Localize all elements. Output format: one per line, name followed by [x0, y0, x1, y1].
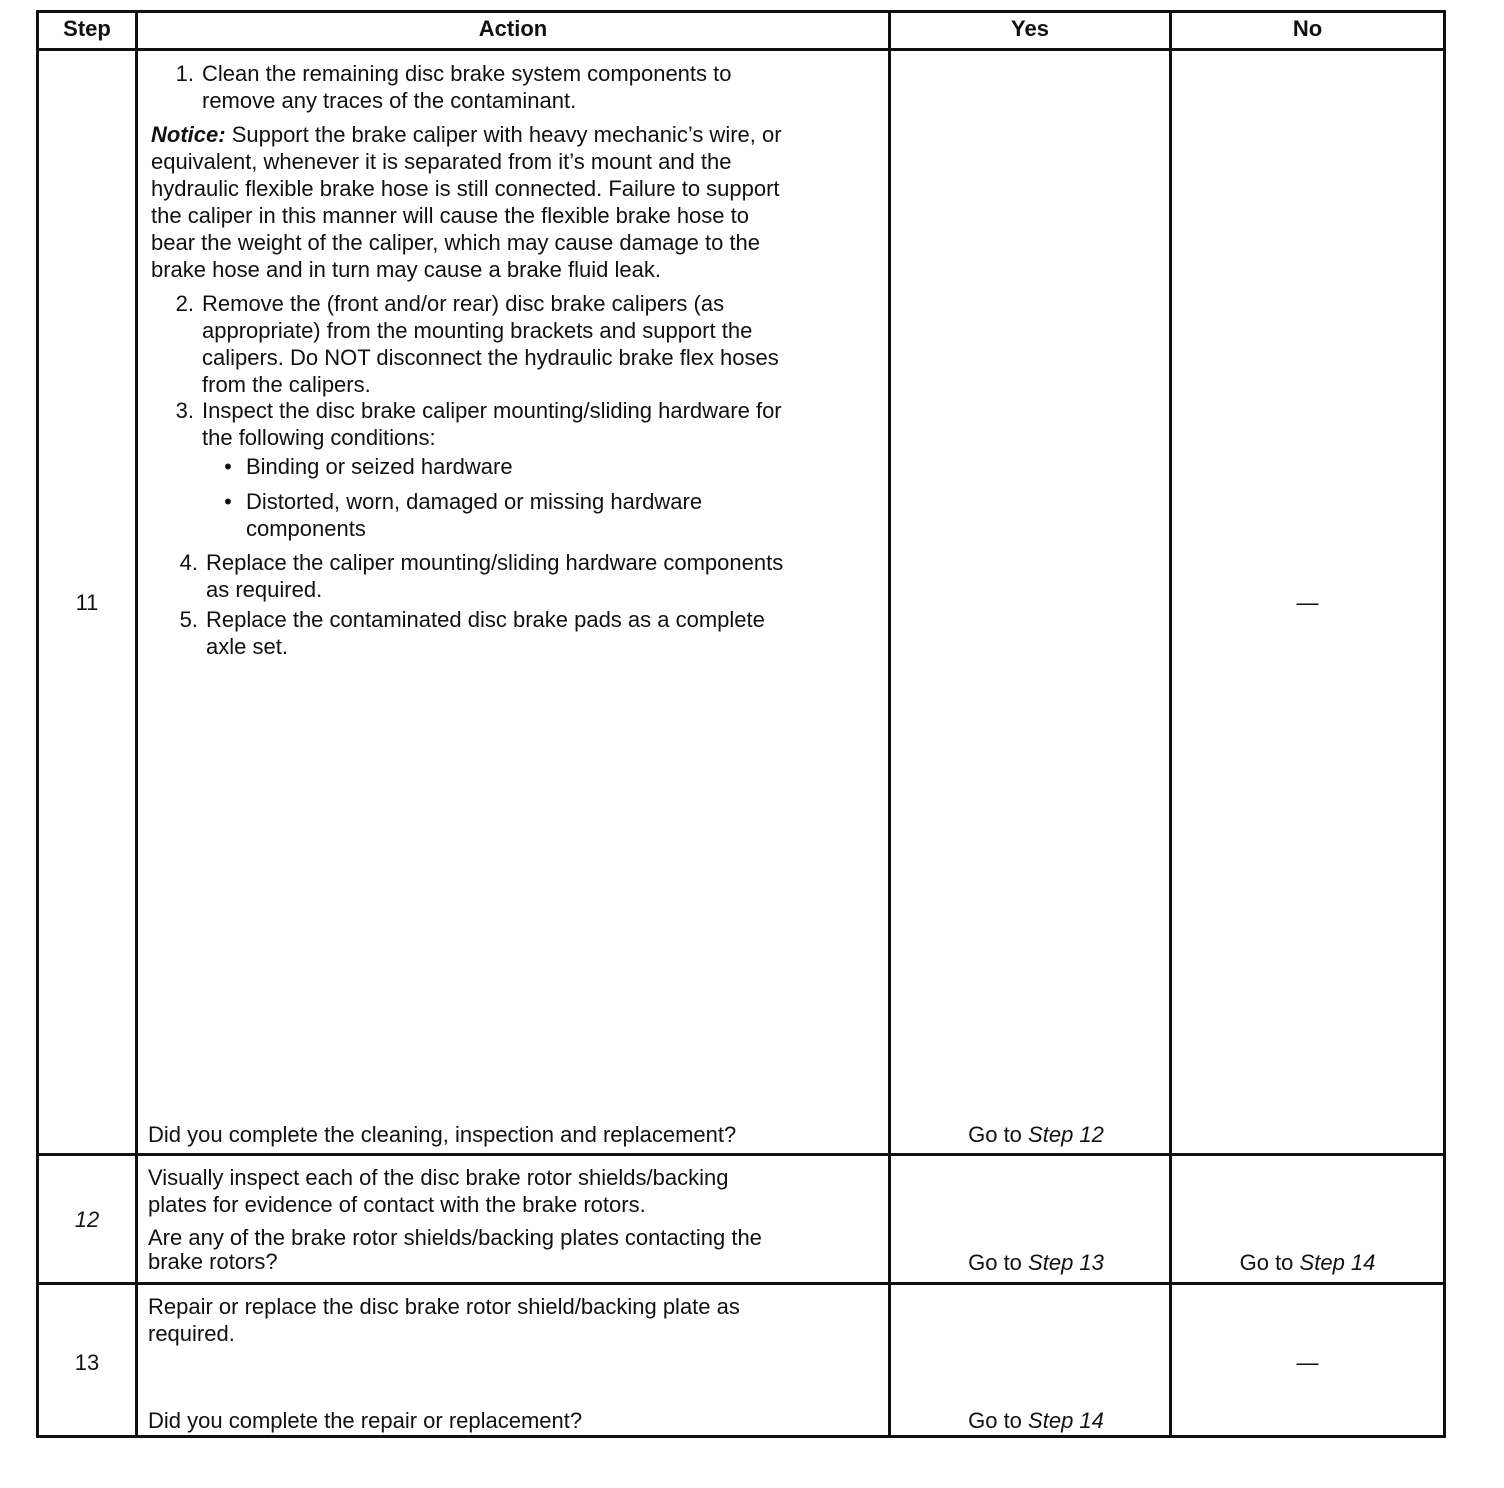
yes-column-divider	[1169, 10, 1172, 1438]
question-row-13: Did you complete the repair or replacement?	[148, 1408, 583, 1433]
action-text-row-13	[148, 1293, 740, 1347]
text-line: Are any of the brake rotor shields/backing plates contacting the	[148, 1225, 762, 1250]
text-line: Visually inspect each of the disc brake rotor shields/backing	[148, 1165, 729, 1190]
text-line: Support the brake caliper with heavy mechanic’s wire, or	[231, 122, 782, 147]
goto-target: Step 12	[1028, 1122, 1104, 1147]
notice-paragraph	[151, 121, 782, 283]
text-line: brake rotors?	[148, 1249, 278, 1274]
text-line: Replace the contaminated disc brake pads as a complete	[206, 607, 765, 632]
goto-prefix: Go to	[968, 1122, 1022, 1147]
step-number-12: 12	[74, 1207, 100, 1232]
action-step-1	[160, 60, 731, 114]
text-line: Inspect the disc brake caliper mounting/sliding hardware for	[202, 398, 782, 423]
action-step-3	[160, 397, 782, 451]
text-line: required.	[148, 1321, 235, 1346]
header-no: No	[1292, 16, 1323, 41]
action-step-2	[160, 290, 779, 398]
no-result-row-13: —	[1296, 1350, 1319, 1375]
text-line: the following conditions:	[202, 425, 436, 450]
bullet-icon: •	[224, 489, 232, 514]
header-action: Action	[478, 16, 548, 41]
list-number: 4.	[179, 550, 198, 575]
step-number-11: 11	[75, 590, 99, 615]
row-11-bottom-border	[36, 1153, 1446, 1156]
text-line: Remove the (front and/or rear) disc brake calipers (as	[202, 291, 725, 316]
yes-result-row-13	[891, 1407, 1181, 1434]
goto-target: Step 14	[1299, 1250, 1376, 1275]
yes-result-row-12	[891, 1249, 1181, 1276]
text-line: remove any traces of the contaminant.	[202, 88, 577, 113]
header-step: Step	[63, 16, 111, 41]
action-step-5	[164, 606, 765, 660]
goto-prefix: Go to	[968, 1250, 1022, 1275]
action-text-row-12	[148, 1164, 728, 1218]
text-line: Clean the remaining disc brake system components to	[202, 61, 732, 86]
goto-target: Step 13	[1028, 1250, 1104, 1275]
list-number: 2.	[175, 291, 194, 316]
text-line: the caliper in this manner will cause the flexible brake hose to	[151, 203, 749, 228]
list-number: 5.	[179, 607, 198, 632]
bullet-item-2	[218, 488, 702, 542]
text-line: equivalent, whenever it is separated from it’s mount and the	[151, 149, 732, 174]
text-line: hydraulic flexible brake hose is still connected. Failure to support	[151, 176, 780, 201]
step-number-13: 13	[74, 1350, 100, 1375]
text-line: Replace the caliper mounting/sliding hardware components	[206, 550, 784, 575]
yes-result-row-11	[891, 1121, 1181, 1148]
goto-target: Step 14	[1028, 1408, 1104, 1433]
bullet-item-1	[218, 453, 513, 480]
header-bottom-border	[36, 48, 1446, 51]
question-row-12	[148, 1226, 762, 1274]
action-step-4	[164, 549, 783, 603]
list-number: 1.	[175, 61, 194, 86]
table-right-border	[1443, 10, 1446, 1438]
diagnostic-table	[36, 10, 1446, 1440]
action-column-divider	[888, 10, 891, 1438]
list-number: 3.	[175, 398, 194, 423]
text-line: brake hose and in turn may cause a brake fluid leak.	[151, 257, 661, 282]
text-line: appropriate) from the mounting brackets and support the	[202, 318, 753, 343]
table-top-border	[36, 10, 1446, 13]
text-line: components	[246, 516, 366, 541]
row-12-bottom-border	[36, 1282, 1446, 1285]
no-result-row-12	[1172, 1249, 1443, 1276]
goto-prefix: Go to	[968, 1408, 1022, 1433]
text-line: Distorted, worn, damaged or missing hardware	[246, 489, 703, 514]
text-line: plates for evidence of contact with the brake rotors.	[148, 1192, 646, 1217]
question-row-11: Did you complete the cleaning, inspection and replacement?	[148, 1122, 737, 1147]
notice-label: Notice:	[151, 122, 226, 147]
goto-prefix: Go to	[1239, 1250, 1294, 1275]
header-yes: Yes	[1011, 16, 1049, 41]
no-result-row-11: —	[1296, 590, 1319, 615]
text-line: calipers. Do NOT disconnect the hydraulic brake flex hoses	[202, 345, 779, 370]
text-line: Repair or replace the disc brake rotor shield/backing plate as	[148, 1294, 740, 1319]
bullet-icon: •	[224, 454, 232, 479]
text-line: bear the weight of the caliper, which may cause damage to the	[151, 230, 761, 255]
table-bottom-border	[36, 1435, 1446, 1438]
text-line: as required.	[206, 577, 323, 602]
text-line: Binding or seized hardware	[246, 454, 513, 479]
text-line: from the calipers.	[202, 372, 371, 397]
step-column-divider	[135, 10, 138, 1438]
text-line: axle set.	[206, 634, 288, 659]
